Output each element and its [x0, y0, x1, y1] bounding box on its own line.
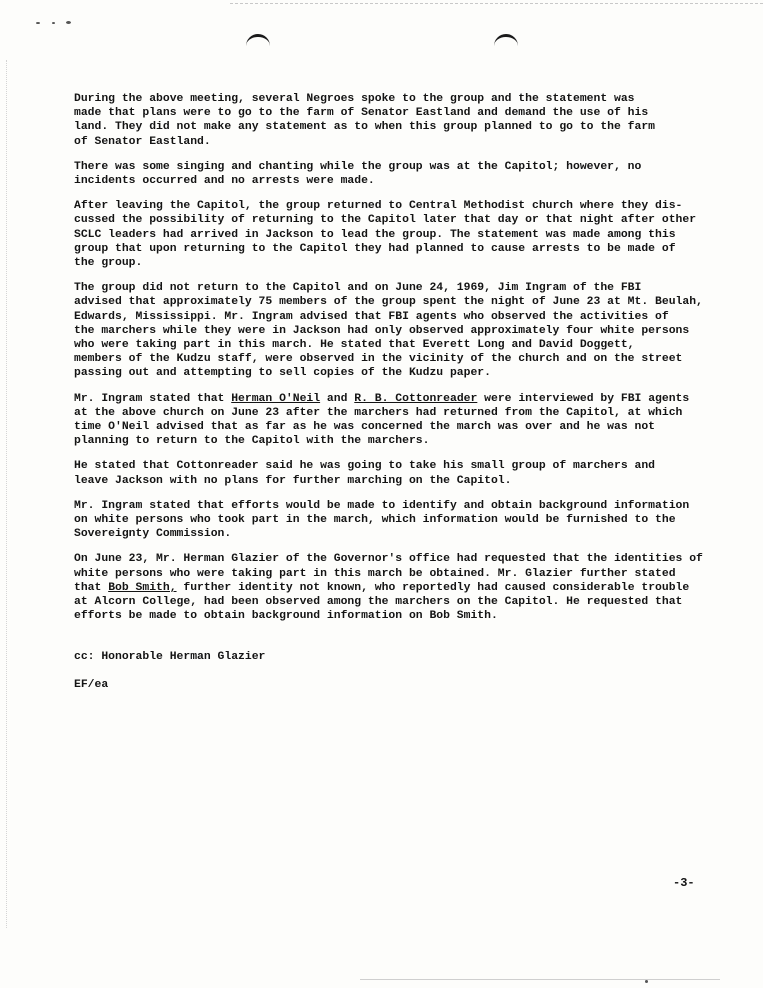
text-line: The group did not return to the Capitol and on June 24, 1969, Jim Ingram of the FBI — [74, 282, 642, 295]
text-line: at the above church on June 23 after the marchers had returned from the Capitol, at which — [74, 406, 683, 419]
page-number: -3- — [673, 876, 695, 890]
punch-hole-mark-right — [494, 34, 518, 49]
underlined-name: Bob Smith, — [108, 581, 177, 594]
paragraph — [74, 392, 734, 449]
text-line: On June 23, Mr. Herman Glazier of the Governor's office had requested that the identities of — [74, 553, 703, 566]
text-line: made that plans were to go to the farm of Senator Eastland and demand the use of his — [74, 107, 649, 120]
underlined-name: R. B. Cottonreader — [354, 392, 478, 405]
scan-mark — [36, 22, 40, 24]
text-line: group that upon returning to the Capitol they had planned to cause arrests to be made of — [74, 242, 676, 255]
scan-mark — [52, 22, 55, 24]
text-line: Mr. Ingram stated that efforts would be made to identify and obtain background information — [74, 499, 690, 512]
text-line: of Senator Eastland. — [74, 135, 211, 148]
page-left-edge — [6, 60, 7, 928]
text-line: time O'Neil advised that as far as he was concerned the march was over and he was not — [74, 421, 656, 434]
text-line: He stated that Cottonreader said he was going to take his small group of marchers and — [74, 460, 656, 473]
text-line: SCLC leaders had arrived in Jackson to lead the group. The statement was made among this — [74, 228, 676, 241]
text-line: Sovereignty Commission. — [74, 528, 232, 541]
page-top-edge — [230, 3, 763, 4]
text-line: the group. — [74, 257, 143, 270]
text-line: on white persons who took part in the march, which information would be furnished to the — [74, 514, 676, 527]
text-line: members of the Kudzu staff, were observed in the vicinity of the church and on the street — [74, 353, 683, 366]
text-fragment: were interviewed by FBI agents — [477, 392, 690, 405]
scan-mark — [66, 21, 71, 24]
text-line: white persons who were taking part in this march be obtained. Mr. Glazier further stated — [74, 567, 676, 580]
text-line: the marchers while they were in Jackson had only observed approximately four white persons — [74, 324, 690, 337]
typist-initials: EF/ea — [74, 678, 109, 691]
underlined-name: Herman O'Neil — [231, 392, 321, 405]
text-line: efforts be made to obtain background information on Bob Smith. — [74, 610, 498, 623]
text-line: passing out and attempting to sell copies of the Kudzu paper. — [74, 367, 491, 380]
text-line: advised that approximately 75 members of the group spent the night of June 23 at Mt. Beulah, — [74, 296, 703, 309]
page-bottom-edge — [360, 979, 720, 980]
paragraph — [74, 552, 734, 623]
text-line — [74, 581, 734, 595]
paragraph — [74, 160, 734, 188]
text-line: There was some singing and chanting while the group was at the Capitol; however, no — [74, 160, 642, 173]
text-fragment: further identity not known, who reportedly had caused considerable trouble — [176, 581, 690, 594]
text-fragment: Mr. Ingram stated that — [74, 392, 232, 405]
text-fragment: and — [320, 392, 355, 405]
text-line: cussed the possibility of returning to the Capitol later that day or that night after other — [74, 214, 697, 227]
scan-mark — [645, 980, 648, 983]
text-fragment: that — [74, 581, 109, 594]
text-line: incidents occurred and no arrests were made. — [74, 175, 375, 188]
text-line: Edwards, Mississippi. Mr. Ingram advised that FBI agents who observed the activities of — [74, 310, 669, 323]
paragraph — [74, 281, 734, 380]
text-line: leave Jackson with no plans for further marching on the Capitol. — [74, 474, 512, 487]
text-line — [74, 392, 734, 406]
paragraph — [74, 199, 734, 270]
paragraph — [74, 92, 734, 149]
text-line: During the above meeting, several Negroes spoke to the group and the statement was — [74, 93, 635, 105]
text-line: planning to return to the Capitol with the marchers. — [74, 435, 430, 448]
text-line: at Alcorn College, had been observed among the marchers on the Capitol. He requested that — [74, 596, 683, 609]
text-line: After leaving the Capitol, the group returned to Central Methodist church where they dis- — [74, 200, 683, 213]
punch-hole-mark-left — [246, 34, 270, 49]
paragraph — [74, 459, 734, 487]
memo-body — [74, 92, 734, 692]
cc-line: cc: Honorable Herman Glazier — [74, 650, 266, 663]
paragraph — [74, 499, 734, 542]
text-line: who were taking part in this march. He stated that Everett Long and David Doggett, — [74, 339, 635, 352]
text-line: land. They did not make any statement as to when this group planned to go to the farm — [74, 121, 656, 134]
